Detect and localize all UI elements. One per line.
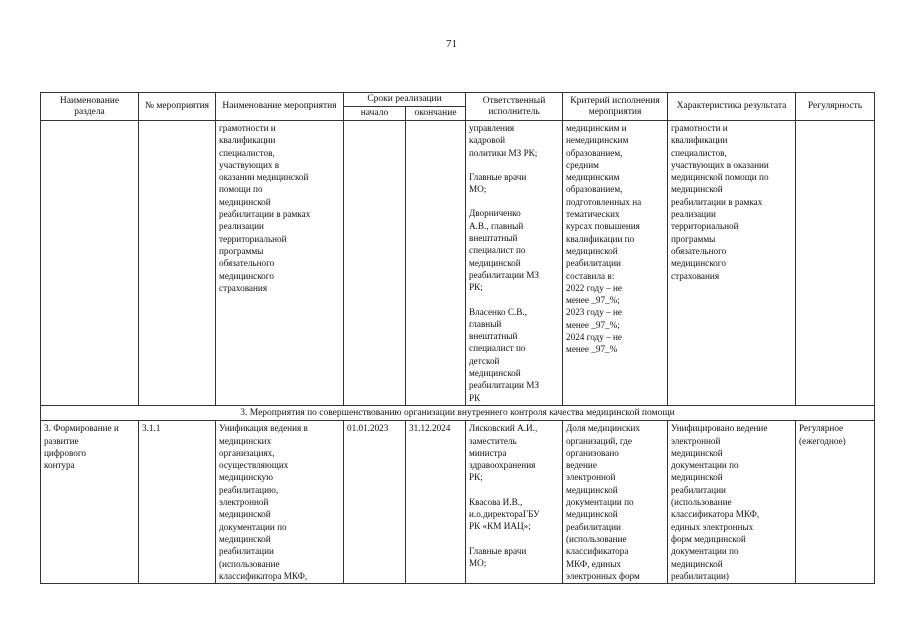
header-row xyxy=(41,93,875,107)
header-end: окончание xyxy=(406,107,466,121)
cell-end: 31.12.2024 xyxy=(406,421,466,584)
cell-end xyxy=(406,121,466,406)
cell-number: 3.1.1 xyxy=(139,421,216,584)
header-number: № мероприятия xyxy=(139,93,216,121)
responsible-entry: Главные врачи МО; xyxy=(469,171,527,195)
header-criterion: Критерий исполнения мероприятия xyxy=(563,93,668,121)
responsible-entry: Дворниченко А.В., главный внештатный специалист по медицинской реабилитации МЗ РК; xyxy=(469,208,539,293)
header-start: начало xyxy=(344,107,406,121)
cell-responsible xyxy=(466,121,563,406)
table-row xyxy=(41,421,875,584)
events-table xyxy=(40,92,875,584)
header-responsible: Ответственный исполнитель xyxy=(466,93,563,121)
responsible-entry: управления кадровой политики МЗ РК; xyxy=(469,123,538,158)
page-number: 71 xyxy=(446,38,457,50)
cell-start xyxy=(344,121,406,406)
cell-start: 01.01.2023 xyxy=(344,421,406,584)
cell-result: грамотности и квалификации специалистов, участвующих в оказании медицинской помощи по медицинской реабилитации в рамках реализации территориальной программы обязательного медицинского страхования xyxy=(668,121,796,406)
header-regularity: Регулярность xyxy=(796,93,875,121)
cell-criterion: медицинским и немедицинским образованием, средним медицинским образованием, подготовленных на тематических курсах повышения квалификации по медицинской реабилитации составила в: 2022 году – не менее _97_%; 2023 году – не менее _97_%; 2024 году – не менее _97_% xyxy=(563,121,668,406)
responsible-entry: Квасова И.В., и.о.директораГБУ РК «КМ ИАЦ»; xyxy=(469,496,540,532)
cell-responsible xyxy=(466,421,563,584)
responsible-entry: Лясковский А.И., заместитель министра здравоохранения РК; xyxy=(469,423,538,483)
cell-event: Унификация ведения в медицинских организациях, осуществляющих медицинскую реабилитацию, электронной медицинской документации по медицинской реабилитации (использование классификатора МКФ, xyxy=(216,421,344,584)
cell-result: Унифицировано ведение электронной медицинской документации по медицинской реабилитации (использование классификатора МКФ, единых электронных форм медицинской документации по медицинской реабилитации) xyxy=(668,421,796,584)
cell-section: 3. Формирование и развитие цифрового контура xyxy=(41,421,139,584)
cell-event: грамотности и квалификации специалистов, участвующих в оказании медицинской помощи по медицинской реабилитации в рамках реализации территориальной программы обязательного медицинского страхования xyxy=(216,121,344,406)
responsible-entry: Главные врачи МО; xyxy=(469,545,527,568)
cell-regularity xyxy=(796,121,875,406)
cell-regularity: Регулярное (ежегодное) xyxy=(796,421,875,584)
cell-criterion: Доля медицинских организаций, где организовано ведение электронной медицинской документации по медицинской реабилитации (использование классификатора МКФ, единых электронных форм xyxy=(563,421,668,584)
header-section: Наименование раздела xyxy=(41,93,139,121)
responsible-entry: Власенко С.В., главный внештатный специалист по детской медицинской реабилитации МЗ РК xyxy=(469,306,539,403)
table-row xyxy=(41,121,875,406)
header-event: Наименование мероприятия xyxy=(216,93,344,121)
section-heading: 3. Мероприятия по совершенствованию организации внутреннего контроля качества медицинской помощи xyxy=(41,405,875,420)
header-result: Характеристика результата xyxy=(668,93,796,121)
header-terms: Сроки реализации xyxy=(344,93,466,107)
cell-section xyxy=(41,121,139,406)
cell-number xyxy=(139,121,216,406)
section-heading-row xyxy=(41,405,875,420)
